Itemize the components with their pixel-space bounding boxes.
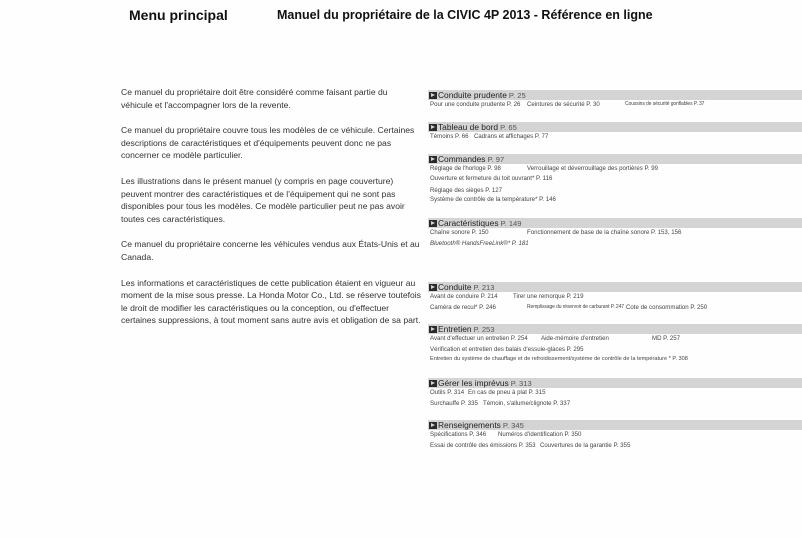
intro-paragraph: Ce manuel du propriétaire concerne les véhicules vendus aux États-Unis et au Canada. [121, 239, 420, 262]
toc-section-emergencies [428, 378, 802, 409]
arrow-right-box-icon [429, 380, 437, 387]
toc-section-information [428, 420, 802, 451]
section-page: P. 213 [473, 282, 495, 292]
sub-link[interactable]: Avant de conduire P. 214 [430, 293, 498, 300]
sub-link[interactable]: Vérification et entretien des balais d'essuie-glaces P. 295 [430, 346, 584, 353]
arrow-right-box-icon [429, 124, 437, 131]
sub-link-row [428, 239, 802, 249]
sub-link[interactable]: Couvertures de la garantie P. 355 [540, 442, 631, 449]
sub-link[interactable]: Remplissage du réservoir de carburant P. 247 [527, 304, 624, 310]
toc-section-features [428, 218, 802, 249]
section-page: P. 253 [473, 324, 495, 334]
sub-link[interactable]: Cadrans et affichages P. 77 [474, 133, 549, 140]
intro-paragraph: Les informations et caractéristiques de cette publication étaient en vigueur au moment de la mise sous presse. La Honda Motor Co., Ltd. se réserve toutefois le droit de modifier les caractéristiques ou la conception, ou d'effectuer certaines suppressions, à tout moment sans autre avis et obligation de sa part. [121, 277, 421, 326]
sub-link[interactable]: Outils P. 314 [430, 389, 465, 396]
section-header-link[interactable] [428, 218, 802, 228]
sub-link[interactable]: Surchauffe P. 335 [430, 400, 478, 407]
sub-link-row [428, 345, 802, 355]
section-page: P. 313 [510, 378, 532, 388]
sub-link[interactable]: En cas de pneu à plat P. 315 [468, 389, 546, 396]
section-header-link[interactable] [428, 122, 802, 132]
sub-link-row [428, 355, 802, 365]
section-title: Renseignements [438, 420, 501, 430]
sub-link[interactable]: Système de contrôle de la température* P. 146 [430, 196, 556, 203]
section-page: P. 25 [508, 90, 526, 100]
sub-link-row [428, 430, 802, 441]
sub-link-row [428, 174, 802, 186]
toc-section-safe-driving [428, 90, 802, 110]
sub-link[interactable]: Numéros d'identification P. 350 [498, 431, 582, 438]
sub-link[interactable]: Témoin, s'allume/clignote P. 337 [483, 400, 571, 407]
sub-link-row [428, 100, 802, 110]
sub-link[interactable]: Tirer une remorque P. 219 [513, 293, 584, 300]
sub-link[interactable]: Entretien du système de chauffage et de refroidissement/système de contrôle de la température * P. 308 [430, 356, 688, 362]
sub-link-row [428, 399, 802, 409]
intro-paragraph: Ce manuel du propriétaire doit être considéré comme faisant partie du véhicule et l'accompagner lors de la revente. [121, 87, 388, 110]
sub-link-row [428, 132, 802, 142]
toc-section-controls [428, 154, 802, 205]
sub-link-row [428, 186, 802, 195]
section-title: Conduite prudente [438, 90, 507, 100]
sub-link[interactable]: Témoins P. 66 [430, 133, 469, 140]
section-header-link[interactable] [428, 324, 802, 334]
page-title: Manuel du propriétaire de la CIVIC 4P 2013 - Référence en ligne [277, 8, 653, 22]
sub-link-row [428, 441, 802, 451]
sub-link[interactable]: Essai de contrôle des émissions P. 353 [430, 442, 536, 449]
sub-link-row [428, 303, 802, 313]
section-page: P. 149 [500, 218, 522, 228]
sub-link-row [428, 388, 802, 399]
sub-link[interactable]: Réglage de l'horloge P. 98 [430, 165, 501, 172]
section-header-link[interactable] [428, 420, 802, 430]
sub-link[interactable]: Réglage des sièges P. 127 [430, 187, 503, 194]
section-title: Caractéristiques [438, 218, 499, 228]
section-title: Conduite [438, 282, 472, 292]
arrow-right-box-icon [429, 156, 437, 163]
sub-link-row [428, 228, 802, 239]
main-menu-link[interactable]: Menu principal [129, 7, 228, 23]
sub-link[interactable]: Bluetooth® HandsFreeLink®* P. 181 [430, 240, 529, 247]
sub-link[interactable]: Ouverture et fermeture du toit ouvrant* P. 116 [430, 175, 553, 182]
section-title: Tableau de bord [438, 122, 499, 132]
intro-paragraph: Les illustrations dans le présent manuel (y compris en page couverture) peuvent montrer des caractéristiques et de l'équipement qui ne sont pas disponibles pour tous les modèles. Ce modèle particulier peut ne pas avoir toutes ces caractéristiques. [121, 175, 405, 224]
toc-section-driving [428, 282, 802, 313]
section-header-link[interactable] [428, 282, 802, 292]
sub-link-row [428, 164, 802, 174]
sub-link[interactable]: Fonctionnement de base de la chaîne sonore P. 153, 156 [527, 229, 682, 236]
sub-link[interactable]: Pour une conduite prudente P. 26 [430, 101, 521, 108]
arrow-right-box-icon [429, 284, 437, 291]
section-page: P. 345 [502, 420, 524, 430]
sub-link[interactable]: Spécifications P. 346 [430, 431, 487, 438]
section-header-link[interactable] [428, 90, 802, 100]
sub-link[interactable]: Caméra de recul* P. 246 [430, 304, 496, 311]
section-title: Commandes [438, 154, 486, 164]
sub-link[interactable]: Cote de consommation P. 250 [626, 304, 708, 311]
arrow-right-box-icon [429, 326, 437, 333]
arrow-right-box-icon [429, 422, 437, 429]
section-title: Gérer les imprévus [438, 378, 509, 388]
sub-link[interactable]: Aide-mémoire d'entretien [541, 335, 609, 342]
section-header-link[interactable] [428, 154, 802, 164]
sub-link-row [428, 334, 802, 345]
sub-link[interactable]: Coussins de sécurité gonflables P. 37 [625, 101, 705, 107]
sub-link[interactable]: Verrouillage et déverrouillage des portières P. 99 [527, 165, 658, 172]
sub-link-row [428, 292, 802, 303]
intro-text [121, 86, 421, 340]
toc-section-instrument-panel [428, 122, 802, 142]
section-page: P. 65 [500, 122, 517, 132]
sub-link[interactable]: Chaîne sonore P. 150 [430, 229, 489, 236]
section-title: Entretien [438, 324, 472, 334]
section-header-link[interactable] [428, 378, 802, 388]
section-page: P. 97 [487, 154, 505, 164]
intro-paragraph: Ce manuel du propriétaire couvre tous les modèles de ce véhicule. Certaines descriptions de caractéristiques et d'équipements peuvent donc ne pas concerner ce modèle particulier. [121, 125, 415, 161]
arrow-right-box-icon [429, 220, 437, 227]
sub-link[interactable]: Ceintures de sécurité P. 30 [527, 101, 600, 108]
sub-link[interactable]: Avant d'effectuer un entretien P. 254 [430, 335, 528, 342]
sub-link-row [428, 195, 802, 205]
toc-section-maintenance [428, 324, 802, 365]
arrow-right-box-icon [429, 92, 437, 99]
sub-link[interactable]: MD P. 257 [652, 335, 681, 342]
